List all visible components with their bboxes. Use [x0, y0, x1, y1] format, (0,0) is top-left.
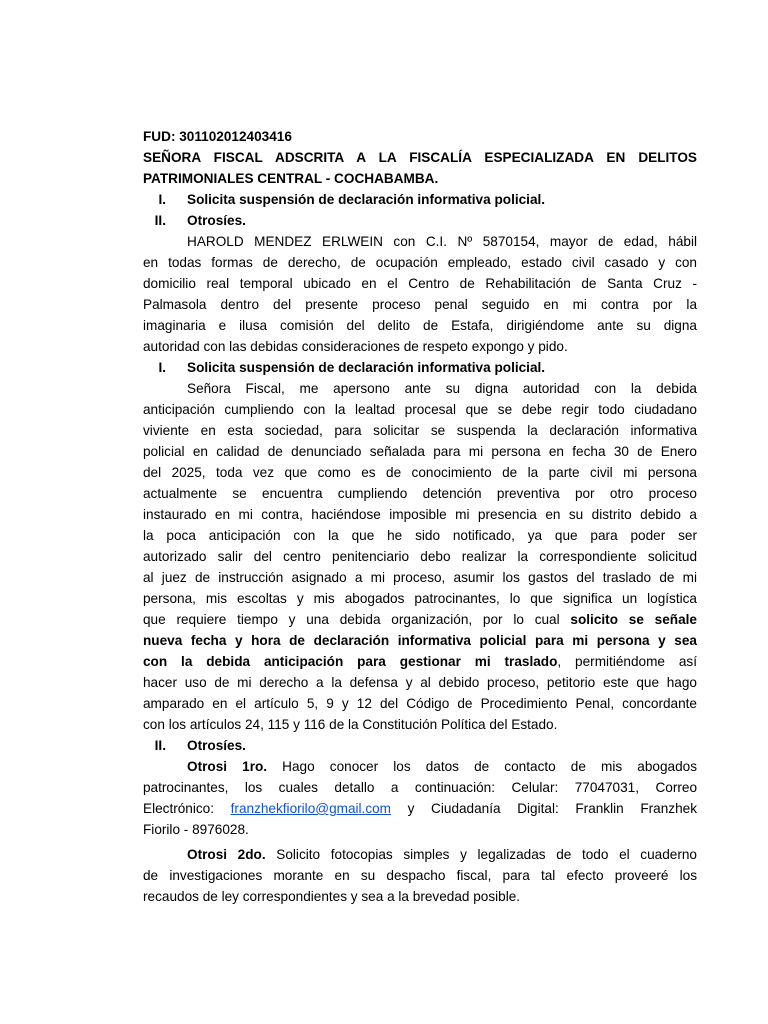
body-line: instaurado en mi contra, haciéndose imposible mi presencia en su distrito debido a	[143, 507, 697, 522]
body-line: autorizado salir del centro penitenciario debo realizar la correspondiente solicitud	[143, 549, 697, 564]
summary-item-number: II.	[154, 213, 166, 228]
body-line: con los artículos 24, 115 y 116 de la Constitución Política del Estado.	[143, 717, 558, 732]
intro-line: domicilio real temporal ubicado en el Centro de Rehabilitación de Santa Cruz -	[143, 276, 697, 291]
summary-item-text: Solicita suspensión de declaración informativa policial.	[187, 192, 546, 207]
body-line: anticipación cumpliendo con la lealtad procesal que se debe regir todo ciudadano	[143, 402, 697, 417]
summary-item-1	[143, 189, 697, 210]
body-line: la poca anticipación con la que he sido notificado, ya que para poder ser	[143, 528, 697, 543]
section-1-heading	[143, 357, 697, 378]
section-title: Solicita suspensión de declaración informativa policial.	[187, 360, 546, 375]
body-text: que requiere tiempo y una debida organización, por lo cual	[143, 612, 571, 627]
addressee-line-2: PATRIMONIALES CENTRAL - COCHABAMBA.	[143, 171, 439, 186]
body-line: actualmente se encuentra cumpliendo detención preventiva por otro proceso	[143, 486, 697, 501]
intro-line: HAROLD MENDEZ ERLWEIN con C.I. Nº 5870154, mayor de edad, hábil	[187, 234, 697, 249]
email-link[interactable]: franzhekfiorilo@gmail.com	[230, 801, 392, 816]
body-line: persona, mis escoltas y mis abogados patrocinantes, lo que significa un logística	[143, 591, 697, 606]
body-text-bold: con la debida anticipación para gestionar mi traslado	[143, 654, 558, 669]
otrosi-2-text: Solicito fotocopias simples y legalizadas de todo el cuaderno	[265, 847, 697, 862]
otrosi-2-line: de investigaciones morante en su despacho fiscal, para tal efecto proveeré los	[143, 868, 697, 883]
summary-item-2	[143, 210, 697, 231]
body-text-bold: solicito se señale	[570, 612, 697, 627]
otrosi-1-text: Electrónico:	[143, 801, 231, 816]
section-2-heading	[143, 735, 697, 756]
body-line: al juez de instrucción asignado a mi proceso, asumir los gastos del traslado de mi	[143, 570, 697, 585]
body-line: del 2025, toda vez que como es de conocimiento de la parte civil mi persona	[143, 465, 697, 480]
otrosi-1-line: Fiorilo - 8976028.	[143, 822, 249, 837]
intro-line: en todas formas de derecho, de ocupación empleado, estado civil casado y con	[143, 255, 697, 270]
addressee-line-1: SEÑORA FISCAL ADSCRITA A LA FISCALÍA ESPECIALIZADA EN DELITOS	[143, 150, 697, 165]
body-line-bold: nueva fecha y hora de declaración informativa policial para mi persona y sea	[143, 633, 697, 648]
body-line-mixed	[143, 651, 697, 672]
document-body	[143, 126, 697, 907]
body-line: policial en calidad de denunciado señalada para mi persona en fecha 30 de Enero	[143, 444, 697, 459]
otrosi-2-line: recaudos de ley correspondientes y sea a la brevedad posible.	[143, 889, 521, 904]
section-title: Otrosíes.	[187, 738, 246, 753]
fud-number: FUD: 301102012403416	[143, 129, 292, 144]
summary-item-text: Otrosíes.	[187, 213, 246, 228]
otrosi-1-label: Otrosi 1ro.	[187, 759, 268, 774]
body-line: viviente en esta sociedad, para solicitar se suspenda la declaración informativa	[143, 423, 697, 438]
summary-item-number: I.	[158, 192, 166, 207]
body-line: amparado en el artículo 5, 9 y 12 del Código de Procedimiento Penal, concordante	[143, 696, 697, 711]
body-line: hacer uso de mi derecho a la defensa y al debido proceso, petitorio este que hago	[143, 675, 697, 690]
otrosi-1-line	[143, 756, 697, 777]
body-line-mixed	[143, 609, 697, 630]
otrosi-1-line	[143, 798, 697, 819]
otrosi-1-text: y Ciudadanía Digital: Franklin Franzhek	[391, 801, 697, 816]
intro-line: autoridad con las debidas consideraciones de respeto expongo y pido.	[143, 339, 568, 354]
otrosi-1-line: patrocinantes, los cuales detallo a continuación: Celular: 77047031, Correo	[143, 780, 697, 795]
otrosi-2-line	[143, 844, 697, 865]
otrosi-1-text: Hago conocer los datos de contacto de mis abogados	[267, 759, 697, 774]
body-line: Señora Fiscal, me apersono ante su digna autoridad con la debida	[187, 381, 697, 396]
body-text: , permitiéndome así	[557, 654, 697, 669]
intro-line: imaginaria e ilusa comisión del delito de Estafa, dirigiéndome ante su digna	[143, 318, 697, 333]
intro-line: Palmasola dentro del presente proceso penal seguido en mi contra por la	[143, 297, 697, 312]
section-number: II.	[154, 738, 166, 753]
section-number: I.	[158, 360, 166, 375]
otrosi-2-label: Otrosi 2do.	[187, 847, 266, 862]
